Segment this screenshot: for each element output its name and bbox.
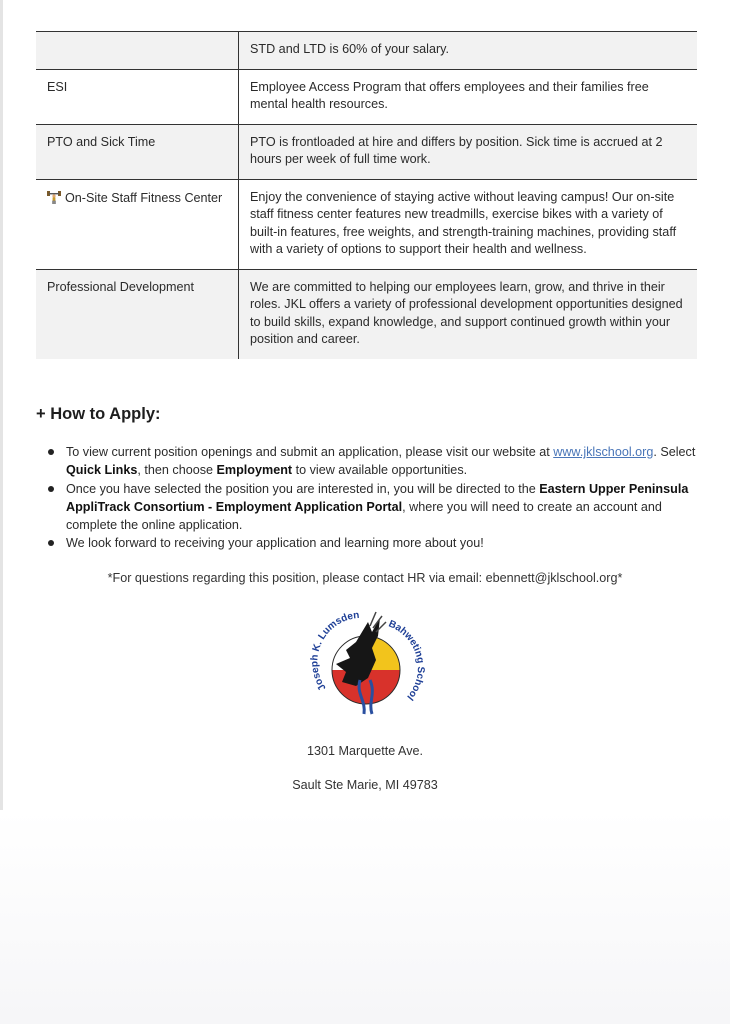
step-text: Once you have selected the position you are interested in, you will be directed to the xyxy=(66,481,540,496)
school-website-link[interactable]: www.jklschool.org xyxy=(553,445,654,459)
benefit-description-cell: Enjoy the convenience of staying active without leaving campus! Our on-site staff fitness center features new treadmills, exercise bikes with a variety of built-in features, free weights, and strength-training machines, providing staff with a variety of options to support their health and wellness. xyxy=(250,189,677,256)
step-text: , then choose xyxy=(137,463,217,478)
employment-bold: Employment xyxy=(216,463,293,478)
quick-links-bold: Quick Links xyxy=(66,463,138,478)
list-item xyxy=(46,480,696,535)
table-row xyxy=(36,124,697,179)
apply-steps-list xyxy=(46,443,696,553)
benefit-name-cell: ESI xyxy=(36,69,239,124)
address-line-2: Sault Ste Marie, MI 49783 xyxy=(292,778,438,792)
benefit-name-cell xyxy=(36,32,239,70)
list-item: We look forward to receiving your application and learning more about you! xyxy=(46,534,696,552)
benefits-table xyxy=(36,31,697,359)
table-row xyxy=(36,69,697,124)
benefit-name-cell: Professional Development xyxy=(36,269,239,359)
how-to-apply-heading: + How to Apply: xyxy=(36,405,161,423)
logo-top-text: Joseph K. Lumsden xyxy=(309,609,360,693)
school-logo xyxy=(306,602,426,730)
page-bottom-background xyxy=(0,810,730,1024)
address-line-1: 1301 Marquette Ave. xyxy=(307,744,423,758)
step-text: . Select xyxy=(653,445,696,459)
list-item xyxy=(46,443,696,480)
contact-note: *For questions regarding this position, please contact HR via email: ebennett@jklschool.org* xyxy=(107,571,623,585)
step-text: To view current position openings and submit an application, please visit our website at xyxy=(66,445,554,459)
weightlifter-icon xyxy=(47,191,61,204)
step-text: , where you will need to create an account and complete the online application. xyxy=(66,499,662,533)
step-text: to view available opportunities. xyxy=(292,463,468,478)
table-row xyxy=(36,32,697,70)
table-row xyxy=(36,179,697,269)
benefit-name-cell xyxy=(36,179,239,269)
benefit-description-cell: PTO is frontloaded at hire and differs by position. Sick time is accrued at 2 hours per week of full time work. xyxy=(250,134,663,166)
table-row xyxy=(36,269,697,359)
benefit-description-cell: STD and LTD is 60% of your salary. xyxy=(250,42,450,56)
benefit-name-cell: PTO and Sick Time xyxy=(36,124,239,179)
portal-name-bold: Eastern Upper Peninsula AppliTrack Consortium - Employment Application Portal xyxy=(66,481,689,514)
benefit-description-cell: Employee Access Program that offers employees and their families free mental health resources. xyxy=(250,79,649,111)
logo-right-text: Bahweting School xyxy=(386,618,426,703)
benefit-name-text: On-Site Staff Fitness Center xyxy=(65,190,223,205)
benefit-description-cell: We are committed to helping our employees learn, grow, and thrive in their roles. JKL offers a variety of professional development opportunities designed to build skills, expand knowledge, and support continued growth within your position and career. xyxy=(250,279,683,346)
